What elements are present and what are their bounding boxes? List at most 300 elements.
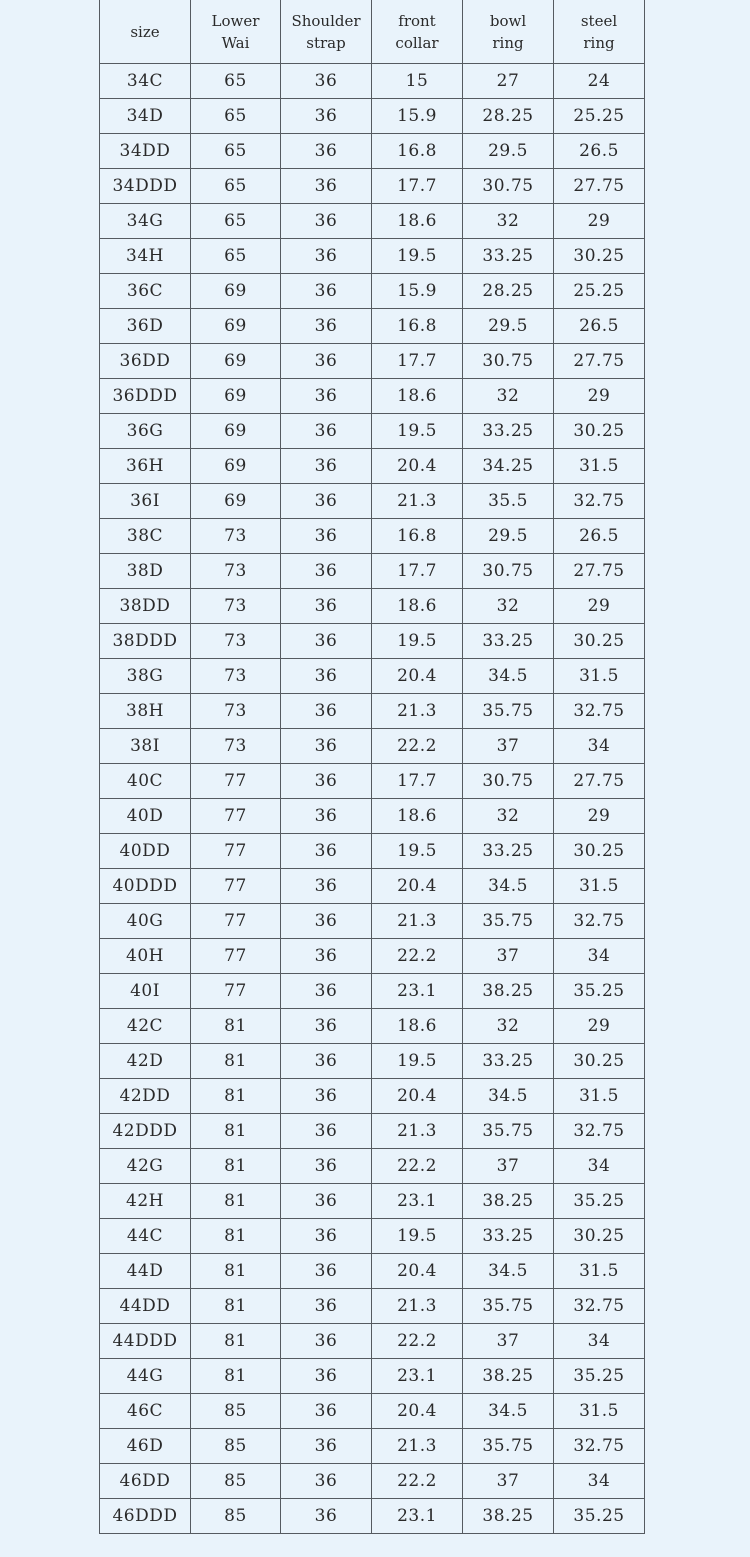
header-bowl-ring	[463, 0, 554, 64]
cell-bowl-ring: 35.75	[463, 1114, 554, 1149]
cell-size: 38G	[100, 659, 191, 694]
cell-bowl-ring: 33.25	[463, 624, 554, 659]
table-row	[100, 1044, 645, 1079]
cell-front-collar: 20.4	[372, 1394, 463, 1429]
cell-front-collar: 17.7	[372, 764, 463, 799]
table-row	[100, 134, 645, 169]
cell-lower-waist: 73	[191, 589, 281, 624]
cell-steel-ring: 32.75	[554, 694, 645, 729]
cell-size: 38H	[100, 694, 191, 729]
cell-size: 40G	[100, 904, 191, 939]
table-row	[100, 239, 645, 274]
cell-shoulder-strap: 36	[281, 484, 372, 519]
cell-bowl-ring: 34.5	[463, 1079, 554, 1114]
cell-bowl-ring: 38.25	[463, 1359, 554, 1394]
cell-steel-ring: 32.75	[554, 1289, 645, 1324]
cell-lower-waist: 81	[191, 1044, 281, 1079]
table-row	[100, 624, 645, 659]
cell-shoulder-strap: 36	[281, 869, 372, 904]
cell-shoulder-strap: 36	[281, 1149, 372, 1184]
cell-lower-waist: 81	[191, 1114, 281, 1149]
header-lower-waist-line-2: Wai	[221, 33, 250, 52]
cell-size: 42G	[100, 1149, 191, 1184]
cell-shoulder-strap: 36	[281, 729, 372, 764]
cell-front-collar: 21.3	[372, 694, 463, 729]
cell-size: 36D	[100, 309, 191, 344]
header-steel-ring-line-2: ring	[583, 33, 615, 52]
cell-size: 40H	[100, 939, 191, 974]
cell-bowl-ring: 30.75	[463, 764, 554, 799]
cell-steel-ring: 30.25	[554, 414, 645, 449]
cell-steel-ring: 29	[554, 1009, 645, 1044]
cell-steel-ring: 32.75	[554, 1114, 645, 1149]
cell-bowl-ring: 35.75	[463, 904, 554, 939]
cell-shoulder-strap: 36	[281, 659, 372, 694]
cell-bowl-ring: 33.25	[463, 1044, 554, 1079]
cell-lower-waist: 73	[191, 554, 281, 589]
cell-size: 38I	[100, 729, 191, 764]
cell-size: 36H	[100, 449, 191, 484]
cell-bowl-ring: 30.75	[463, 344, 554, 379]
cell-size: 44D	[100, 1254, 191, 1289]
cell-steel-ring: 35.25	[554, 974, 645, 1009]
cell-bowl-ring: 37	[463, 1149, 554, 1184]
cell-front-collar: 15.9	[372, 99, 463, 134]
cell-steel-ring: 35.25	[554, 1499, 645, 1534]
table-row	[100, 764, 645, 799]
cell-steel-ring: 27.75	[554, 169, 645, 204]
cell-bowl-ring: 32	[463, 589, 554, 624]
table-row	[100, 204, 645, 239]
table-row	[100, 904, 645, 939]
cell-shoulder-strap: 36	[281, 379, 372, 414]
cell-front-collar: 19.5	[372, 239, 463, 274]
table-row	[100, 589, 645, 624]
cell-bowl-ring: 38.25	[463, 1499, 554, 1534]
table-row	[100, 1499, 645, 1534]
cell-lower-waist: 65	[191, 134, 281, 169]
cell-bowl-ring: 34.5	[463, 659, 554, 694]
cell-front-collar: 19.5	[372, 1044, 463, 1079]
cell-size: 46C	[100, 1394, 191, 1429]
cell-shoulder-strap: 36	[281, 1219, 372, 1254]
table-row	[100, 449, 645, 484]
cell-shoulder-strap: 36	[281, 239, 372, 274]
cell-front-collar: 18.6	[372, 204, 463, 239]
cell-lower-waist: 77	[191, 799, 281, 834]
cell-steel-ring: 31.5	[554, 869, 645, 904]
cell-size: 34DD	[100, 134, 191, 169]
cell-bowl-ring: 33.25	[463, 414, 554, 449]
cell-front-collar: 20.4	[372, 449, 463, 484]
cell-front-collar: 19.5	[372, 624, 463, 659]
cell-size: 46DD	[100, 1464, 191, 1499]
table-row	[100, 1324, 645, 1359]
cell-shoulder-strap: 36	[281, 554, 372, 589]
cell-lower-waist: 73	[191, 694, 281, 729]
table-row	[100, 1079, 645, 1114]
cell-lower-waist: 65	[191, 99, 281, 134]
header-front-collar-line-2: collar	[395, 33, 439, 52]
cell-lower-waist: 65	[191, 64, 281, 99]
cell-lower-waist: 77	[191, 939, 281, 974]
table-row	[100, 799, 645, 834]
cell-front-collar: 21.3	[372, 484, 463, 519]
cell-bowl-ring: 32	[463, 799, 554, 834]
cell-shoulder-strap: 36	[281, 64, 372, 99]
cell-front-collar: 17.7	[372, 344, 463, 379]
cell-steel-ring: 25.25	[554, 99, 645, 134]
cell-shoulder-strap: 36	[281, 1394, 372, 1429]
cell-bowl-ring: 38.25	[463, 974, 554, 1009]
cell-front-collar: 20.4	[372, 659, 463, 694]
cell-lower-waist: 69	[191, 449, 281, 484]
header-shoulder-strap-line-1: Shoulder	[291, 11, 361, 30]
table-row	[100, 694, 645, 729]
table-row	[100, 274, 645, 309]
cell-lower-waist: 69	[191, 309, 281, 344]
header-lower-waist	[191, 0, 281, 64]
cell-shoulder-strap: 36	[281, 624, 372, 659]
table-row	[100, 1464, 645, 1499]
cell-shoulder-strap: 36	[281, 1114, 372, 1149]
cell-bowl-ring: 35.5	[463, 484, 554, 519]
table-row	[100, 834, 645, 869]
header-bowl-ring-line-1: bowl	[489, 11, 527, 30]
cell-bowl-ring: 33.25	[463, 1219, 554, 1254]
cell-size: 40I	[100, 974, 191, 1009]
cell-steel-ring: 34	[554, 1149, 645, 1184]
cell-lower-waist: 81	[191, 1079, 281, 1114]
cell-size: 46D	[100, 1429, 191, 1464]
table-row	[100, 659, 645, 694]
cell-shoulder-strap: 36	[281, 519, 372, 554]
table-row	[100, 1184, 645, 1219]
table-row	[100, 1219, 645, 1254]
table-row	[100, 379, 645, 414]
cell-size: 42H	[100, 1184, 191, 1219]
table-row	[100, 484, 645, 519]
cell-steel-ring: 34	[554, 1324, 645, 1359]
cell-bowl-ring: 34.5	[463, 869, 554, 904]
table-row	[100, 1289, 645, 1324]
table-row	[100, 1009, 645, 1044]
cell-shoulder-strap: 36	[281, 344, 372, 379]
cell-size: 38DD	[100, 589, 191, 624]
cell-lower-waist: 69	[191, 414, 281, 449]
cell-front-collar: 19.5	[372, 414, 463, 449]
cell-bowl-ring: 27	[463, 64, 554, 99]
cell-shoulder-strap: 36	[281, 974, 372, 1009]
cell-bowl-ring: 37	[463, 1464, 554, 1499]
cell-steel-ring: 31.5	[554, 449, 645, 484]
cell-front-collar: 16.8	[372, 519, 463, 554]
cell-size: 36DDD	[100, 379, 191, 414]
header-shoulder-strap-line-2: strap	[306, 33, 346, 52]
cell-front-collar: 21.3	[372, 1429, 463, 1464]
cell-lower-waist: 73	[191, 659, 281, 694]
header-steel-ring	[554, 0, 645, 64]
cell-front-collar: 22.2	[372, 939, 463, 974]
cell-bowl-ring: 29.5	[463, 519, 554, 554]
cell-lower-waist: 77	[191, 834, 281, 869]
cell-front-collar: 19.5	[372, 1219, 463, 1254]
cell-shoulder-strap: 36	[281, 169, 372, 204]
cell-front-collar: 20.4	[372, 869, 463, 904]
table-row	[100, 939, 645, 974]
cell-shoulder-strap: 36	[281, 1289, 372, 1324]
cell-shoulder-strap: 36	[281, 99, 372, 134]
table-row	[100, 99, 645, 134]
cell-steel-ring: 34	[554, 729, 645, 764]
cell-shoulder-strap: 36	[281, 1359, 372, 1394]
header-shoulder-strap	[281, 0, 372, 64]
cell-front-collar: 17.7	[372, 169, 463, 204]
table-row	[100, 1359, 645, 1394]
cell-size: 40DD	[100, 834, 191, 869]
cell-shoulder-strap: 36	[281, 764, 372, 799]
cell-front-collar: 22.2	[372, 729, 463, 764]
cell-shoulder-strap: 36	[281, 694, 372, 729]
table-row	[100, 344, 645, 379]
cell-front-collar: 23.1	[372, 1184, 463, 1219]
cell-size: 34C	[100, 64, 191, 99]
table-row	[100, 64, 645, 99]
cell-steel-ring: 25.25	[554, 274, 645, 309]
cell-front-collar: 19.5	[372, 834, 463, 869]
table-row	[100, 519, 645, 554]
cell-front-collar: 16.8	[372, 134, 463, 169]
cell-shoulder-strap: 36	[281, 1009, 372, 1044]
cell-bowl-ring: 33.25	[463, 834, 554, 869]
cell-shoulder-strap: 36	[281, 1044, 372, 1079]
cell-shoulder-strap: 36	[281, 589, 372, 624]
cell-shoulder-strap: 36	[281, 204, 372, 239]
cell-lower-waist: 85	[191, 1499, 281, 1534]
cell-steel-ring: 31.5	[554, 1254, 645, 1289]
table-row	[100, 169, 645, 204]
cell-front-collar: 20.4	[372, 1079, 463, 1114]
cell-bowl-ring: 29.5	[463, 309, 554, 344]
cell-shoulder-strap: 36	[281, 1254, 372, 1289]
cell-size: 36I	[100, 484, 191, 519]
cell-steel-ring: 30.25	[554, 624, 645, 659]
cell-steel-ring: 34	[554, 1464, 645, 1499]
cell-front-collar: 18.6	[372, 799, 463, 834]
cell-lower-waist: 77	[191, 904, 281, 939]
cell-shoulder-strap: 36	[281, 1429, 372, 1464]
cell-front-collar: 23.1	[372, 1499, 463, 1534]
cell-size: 44DDD	[100, 1324, 191, 1359]
table-row	[100, 869, 645, 904]
cell-front-collar: 16.8	[372, 309, 463, 344]
cell-bowl-ring: 28.25	[463, 274, 554, 309]
cell-lower-waist: 85	[191, 1394, 281, 1429]
cell-size: 38D	[100, 554, 191, 589]
header-steel-ring-line-1: steel	[580, 11, 618, 30]
cell-bowl-ring: 35.75	[463, 1429, 554, 1464]
header-front-collar	[372, 0, 463, 64]
cell-bowl-ring: 32	[463, 379, 554, 414]
cell-bowl-ring: 30.75	[463, 554, 554, 589]
cell-steel-ring: 29	[554, 589, 645, 624]
table-row	[100, 554, 645, 589]
cell-size: 42DD	[100, 1079, 191, 1114]
cell-steel-ring: 31.5	[554, 1079, 645, 1114]
cell-steel-ring: 31.5	[554, 659, 645, 694]
table-row	[100, 1394, 645, 1429]
cell-steel-ring: 29	[554, 204, 645, 239]
cell-bowl-ring: 35.75	[463, 1289, 554, 1324]
size-chart-header	[100, 0, 645, 64]
cell-front-collar: 23.1	[372, 974, 463, 1009]
cell-lower-waist: 73	[191, 519, 281, 554]
cell-steel-ring: 32.75	[554, 1429, 645, 1464]
cell-size: 42DDD	[100, 1114, 191, 1149]
table-row	[100, 1429, 645, 1464]
cell-lower-waist: 85	[191, 1464, 281, 1499]
header-size	[100, 0, 191, 64]
cell-steel-ring: 30.25	[554, 239, 645, 274]
cell-bowl-ring: 38.25	[463, 1184, 554, 1219]
cell-front-collar: 18.6	[372, 379, 463, 414]
header-front-collar-line-1: front	[398, 11, 436, 30]
cell-lower-waist: 65	[191, 204, 281, 239]
cell-bowl-ring: 37	[463, 1324, 554, 1359]
cell-steel-ring: 31.5	[554, 1394, 645, 1429]
table-row	[100, 414, 645, 449]
size-chart-body	[100, 64, 645, 1534]
cell-steel-ring: 26.5	[554, 134, 645, 169]
cell-shoulder-strap: 36	[281, 1464, 372, 1499]
cell-bowl-ring: 37	[463, 729, 554, 764]
header-bowl-ring-line-2: ring	[492, 33, 524, 52]
cell-size: 36DD	[100, 344, 191, 379]
cell-size: 34D	[100, 99, 191, 134]
cell-steel-ring: 35.25	[554, 1359, 645, 1394]
cell-steel-ring: 26.5	[554, 309, 645, 344]
cell-size: 38C	[100, 519, 191, 554]
cell-bowl-ring: 30.75	[463, 169, 554, 204]
cell-steel-ring: 29	[554, 379, 645, 414]
cell-size: 40C	[100, 764, 191, 799]
cell-front-collar: 15	[372, 64, 463, 99]
cell-steel-ring: 30.25	[554, 834, 645, 869]
cell-bowl-ring: 33.25	[463, 239, 554, 274]
cell-lower-waist: 69	[191, 344, 281, 379]
cell-steel-ring: 34	[554, 939, 645, 974]
cell-size: 40DDD	[100, 869, 191, 904]
cell-steel-ring: 26.5	[554, 519, 645, 554]
cell-steel-ring: 30.25	[554, 1219, 645, 1254]
cell-size: 38DDD	[100, 624, 191, 659]
cell-lower-waist: 73	[191, 729, 281, 764]
cell-shoulder-strap: 36	[281, 309, 372, 344]
cell-lower-waist: 81	[191, 1359, 281, 1394]
cell-size: 44G	[100, 1359, 191, 1394]
cell-size: 34H	[100, 239, 191, 274]
cell-shoulder-strap: 36	[281, 799, 372, 834]
cell-lower-waist: 77	[191, 764, 281, 799]
cell-front-collar: 22.2	[372, 1324, 463, 1359]
table-row	[100, 1254, 645, 1289]
cell-size: 34DDD	[100, 169, 191, 204]
cell-size: 44C	[100, 1219, 191, 1254]
cell-shoulder-strap: 36	[281, 834, 372, 869]
cell-steel-ring: 32.75	[554, 904, 645, 939]
cell-bowl-ring: 34.5	[463, 1394, 554, 1429]
cell-bowl-ring: 32	[463, 204, 554, 239]
cell-shoulder-strap: 36	[281, 1324, 372, 1359]
cell-front-collar: 20.4	[372, 1254, 463, 1289]
cell-lower-waist: 73	[191, 624, 281, 659]
header-size-line: size	[130, 22, 160, 41]
cell-steel-ring: 27.75	[554, 344, 645, 379]
cell-front-collar: 18.6	[372, 1009, 463, 1044]
table-row	[100, 1149, 645, 1184]
cell-front-collar: 21.3	[372, 904, 463, 939]
cell-front-collar: 22.2	[372, 1149, 463, 1184]
cell-front-collar: 17.7	[372, 554, 463, 589]
cell-size: 36G	[100, 414, 191, 449]
cell-steel-ring: 27.75	[554, 554, 645, 589]
cell-size: 46DDD	[100, 1499, 191, 1534]
cell-front-collar: 21.3	[372, 1289, 463, 1324]
header-lower-waist-line-1: Lower	[211, 11, 260, 30]
cell-steel-ring: 27.75	[554, 764, 645, 799]
cell-front-collar: 15.9	[372, 274, 463, 309]
cell-shoulder-strap: 36	[281, 1079, 372, 1114]
cell-steel-ring: 24	[554, 64, 645, 99]
cell-shoulder-strap: 36	[281, 449, 372, 484]
cell-shoulder-strap: 36	[281, 1184, 372, 1219]
cell-shoulder-strap: 36	[281, 939, 372, 974]
cell-size: 40D	[100, 799, 191, 834]
cell-lower-waist: 81	[191, 1009, 281, 1044]
table-row	[100, 1114, 645, 1149]
cell-lower-waist: 81	[191, 1219, 281, 1254]
cell-front-collar: 22.2	[372, 1464, 463, 1499]
cell-steel-ring: 35.25	[554, 1184, 645, 1219]
cell-size: 34G	[100, 204, 191, 239]
cell-lower-waist: 65	[191, 169, 281, 204]
cell-lower-waist: 69	[191, 274, 281, 309]
cell-steel-ring: 29	[554, 799, 645, 834]
cell-lower-waist: 65	[191, 239, 281, 274]
cell-size: 42C	[100, 1009, 191, 1044]
cell-bowl-ring: 37	[463, 939, 554, 974]
cell-lower-waist: 81	[191, 1184, 281, 1219]
cell-bowl-ring: 35.75	[463, 694, 554, 729]
cell-bowl-ring: 29.5	[463, 134, 554, 169]
cell-front-collar: 23.1	[372, 1359, 463, 1394]
cell-lower-waist: 69	[191, 379, 281, 414]
cell-bowl-ring: 34.25	[463, 449, 554, 484]
cell-lower-waist: 77	[191, 974, 281, 1009]
size-chart-table	[99, 0, 645, 1534]
cell-steel-ring: 30.25	[554, 1044, 645, 1079]
cell-bowl-ring: 34.5	[463, 1254, 554, 1289]
header-row	[100, 0, 645, 64]
table-row	[100, 309, 645, 344]
cell-lower-waist: 85	[191, 1429, 281, 1464]
cell-lower-waist: 77	[191, 869, 281, 904]
cell-shoulder-strap: 36	[281, 904, 372, 939]
table-row	[100, 729, 645, 764]
cell-shoulder-strap: 36	[281, 274, 372, 309]
cell-front-collar: 18.6	[372, 589, 463, 624]
cell-steel-ring: 32.75	[554, 484, 645, 519]
